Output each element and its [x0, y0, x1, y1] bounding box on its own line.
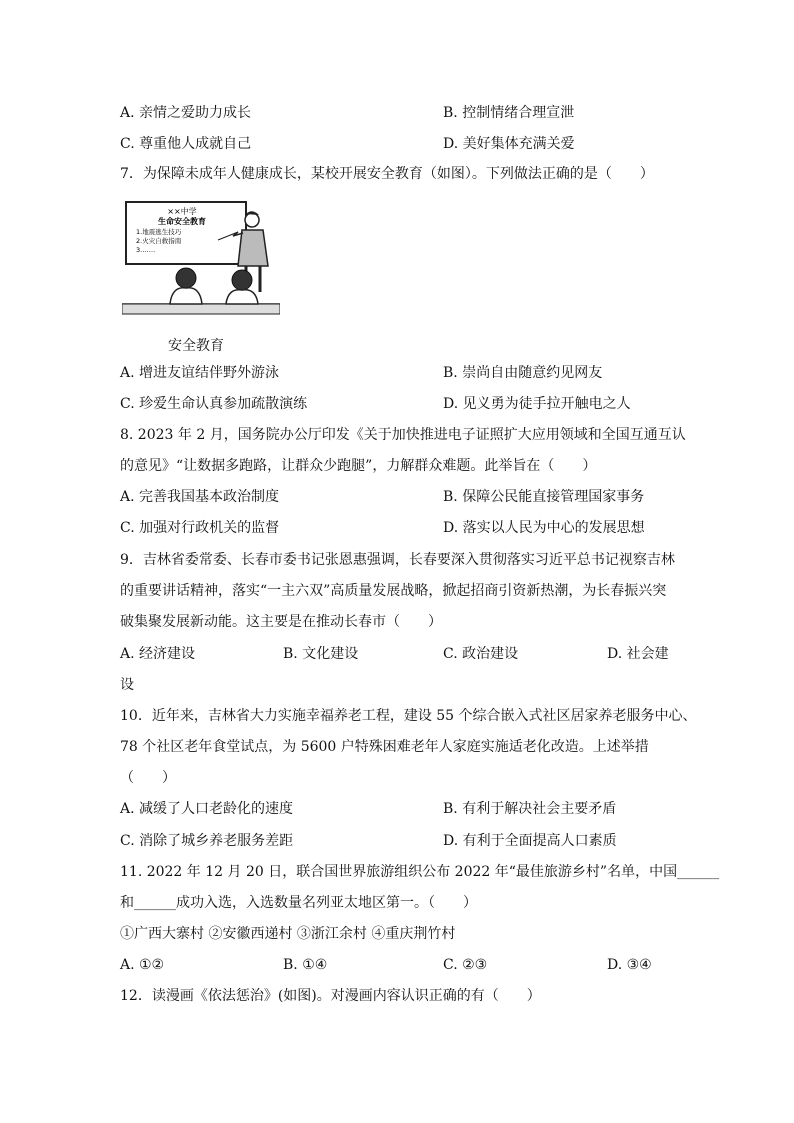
q7-figure-caption: 安全教育	[168, 338, 224, 354]
q9-option-d-wrap: 设	[120, 677, 134, 693]
q7-option-d: D. 见义勇为徒手拉开触电之人	[443, 396, 631, 412]
q6-option-a: A. 亲情之爱助力成长	[120, 105, 252, 121]
q6-option-b: B. 控制情绪合理宣泄	[443, 105, 575, 121]
board-line-2: 生命安全教育	[158, 217, 206, 226]
board-line-4: 2.火灾自救指南	[136, 237, 182, 245]
q6-option-c: C. 尊重他人成就自己	[120, 136, 252, 152]
q9-stem-line-2: 的重要讲话精神，落实“一主六双”高质量发展战略，掀起招商引资新热潮，为长春振兴突	[120, 583, 667, 599]
q9-option-c: C. 政治建设	[443, 646, 519, 662]
q10-stem-line-3: （ ）	[120, 770, 176, 786]
q8-option-a: A. 完善我国基本政治制度	[120, 489, 280, 505]
q7-option-b: B. 崇尚自由随意约见网友	[443, 365, 603, 381]
q7-option-c: C. 珍爱生命认真参加疏散演练	[120, 396, 308, 412]
q9-option-d: D. 社会建	[607, 646, 669, 662]
q8-stem-line-2: 的意见》“让数据多跑路，让群众少跑腿”，力解群众难题。此举旨在（ ）	[120, 458, 597, 474]
q8-stem-line-1: 8. 2023 年 2 月，国务院办公厅印发《关于加快推进电子证照扩大应用领域和全国互通互认	[120, 427, 686, 443]
q11-option-b: B. ①④	[283, 957, 328, 973]
q10-option-d: D. 有利于全面提高人口素质	[443, 833, 617, 849]
q8-option-c: C. 加强对行政机关的监督	[120, 520, 280, 536]
safety-education-figure	[122, 200, 280, 318]
q11-option-c: C. ②③	[443, 957, 488, 973]
student-2-illustration	[226, 270, 258, 304]
q9-option-a: A. 经济建设	[120, 646, 196, 662]
q12-stem: 12．读漫画《依法惩治》(如图)。对漫画内容认识正确的有（ ）	[120, 988, 541, 1004]
q11-stem-line-2: 和______成功入选，入选数量名列亚太地区第一。（ ）	[120, 895, 477, 911]
q9-stem-line-1: 9．吉林省委常委、长春市委书记张恩惠强调，长春要深入贯彻落实习近平总书记视察吉林	[120, 552, 675, 568]
student-1-illustration	[170, 268, 202, 304]
desk	[122, 304, 280, 314]
q10-option-b: B. 有利于解决社会主要矛盾	[443, 801, 617, 817]
q10-stem-line-1: 10．近年来，吉林省大力实施幸福养老工程，建设 55 个综合嵌入式社区居家养老服务中心、	[120, 708, 697, 724]
board-line-3: 1.地震逃生技巧	[136, 228, 182, 236]
q11-items: ①广西大寨村 ②安徽西递村 ③浙江余村 ④重庆荆竹村	[120, 926, 456, 942]
board-line-1: ××中学	[167, 207, 197, 216]
q11-option-d: D. ③④	[607, 957, 652, 973]
q6-option-d: D. 美好集体充满关爱	[443, 136, 575, 152]
q11-option-a: A. ①②	[120, 957, 165, 973]
q7-option-a: A. 增进友谊结伴野外游泳	[120, 365, 280, 381]
q11-stem-line-1: 11. 2022 年 12 月 20 日，联合国世界旅游组织公布 2022 年“最佳旅游乡村”名单，中国______	[120, 864, 720, 880]
board-line-5: 3.……	[136, 246, 156, 254]
q9-stem-line-3: 破集聚发展新动能。这主要是在推动长春市（ ）	[120, 614, 442, 630]
q10-option-a: A. 减缓了人口老龄化的速度	[120, 801, 294, 817]
q8-option-b: B. 保障公民能直接管理国家事务	[443, 489, 645, 505]
q10-stem-line-2: 78 个社区老年食堂试点，为 5600 户特殊困难老年人家庭实施适老化改造。上述举措	[120, 739, 649, 755]
q7-stem: 7．为保障未成年人健康成长，某校开展安全教育（如图）。下列做法正确的是（ ）	[120, 166, 654, 182]
q10-option-c: C. 消除了城乡养老服务差距	[120, 833, 294, 849]
q8-option-d: D. 落实以人民为中心的发展思想	[443, 520, 645, 536]
q9-option-b: B. 文化建设	[283, 646, 359, 662]
